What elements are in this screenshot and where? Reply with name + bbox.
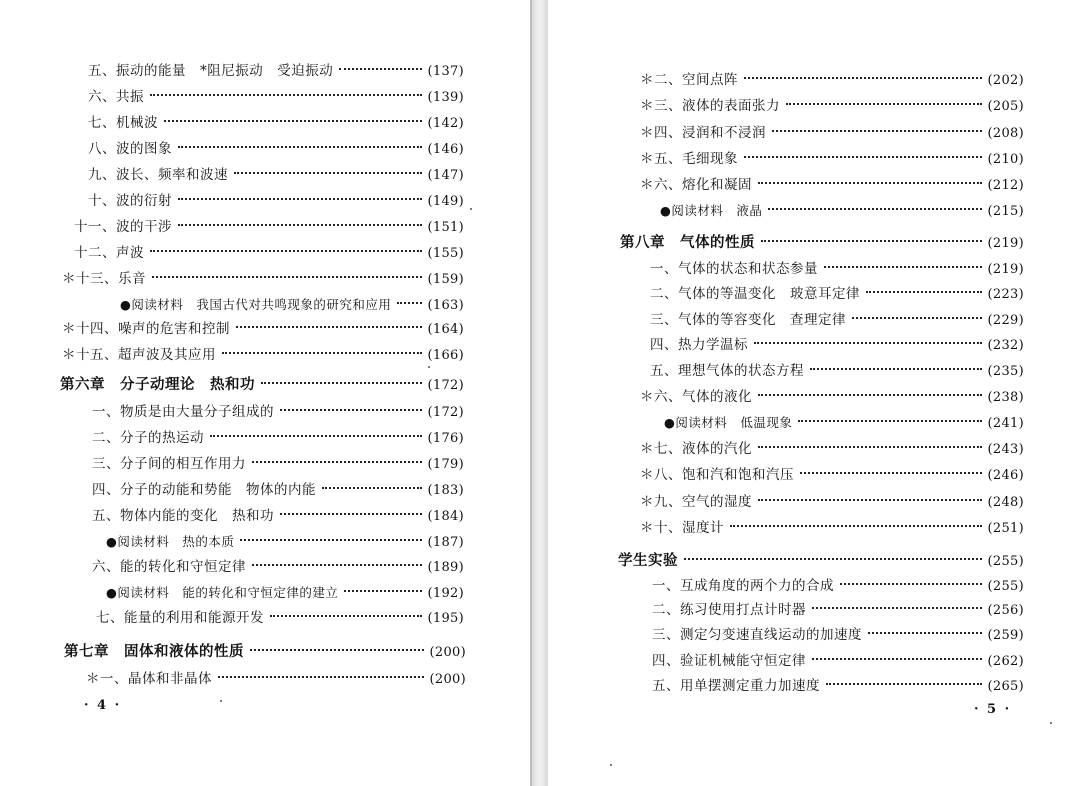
toc-entry[interactable] [88, 163, 464, 187]
toc-entry-label: 四、分子的动能和势能 物体的内能 [92, 482, 316, 498]
leader-dots [840, 583, 982, 585]
toc-entry-page: (208) [987, 126, 1024, 141]
toc-entry-label: ＊十四、噪声的危害和控制 [62, 321, 230, 337]
toc-entry-page: (238) [987, 390, 1024, 405]
toc-entry-label: ●阅读材料 液晶 [660, 203, 763, 218]
leader-dots [852, 317, 982, 319]
toc-entry-page: (192) [427, 586, 464, 601]
leader-dots [397, 302, 421, 304]
toc-entry-label: 七、机械波 [88, 115, 158, 131]
toc-entry-label: 三、分子间的相互作用力 [92, 456, 246, 472]
leader-dots [730, 525, 982, 527]
toc-entry-page: (146) [427, 142, 464, 157]
toc-entry-page: (262) [987, 654, 1024, 669]
toc-chapter-heading[interactable] [64, 640, 466, 664]
toc-entry[interactable] [640, 94, 1024, 118]
toc-entry-label: 五、理想气体的状态方程 [650, 363, 804, 379]
toc-entry-page: (232) [987, 338, 1024, 353]
toc-entry[interactable] [640, 516, 1024, 540]
leader-dots [754, 342, 982, 344]
toc-entry-page: (210) [987, 152, 1024, 167]
toc-entry-label: ＊十三、乐音 [62, 271, 146, 287]
leader-dots [826, 683, 982, 685]
leader-dots [218, 676, 424, 678]
toc-reading-entry[interactable] [120, 293, 464, 317]
toc-entry-page: (184) [427, 509, 464, 524]
toc-entry-page: (142) [427, 116, 464, 131]
toc-entry-label: 六、能的转化和守恒定律 [92, 559, 246, 575]
leader-dots [339, 68, 421, 70]
scan-speck [610, 764, 612, 766]
toc-entry[interactable] [92, 426, 464, 450]
leader-dots [280, 513, 422, 515]
toc-entry-page: (159) [427, 272, 464, 287]
toc-entry[interactable] [92, 504, 464, 528]
leader-dots [250, 649, 424, 651]
toc-entry-page: (219) [987, 236, 1024, 251]
leader-dots [261, 382, 422, 384]
toc-entry-page: (163) [427, 298, 464, 313]
leader-dots [322, 487, 422, 489]
toc-entry-page: (259) [987, 628, 1024, 643]
leader-dots [758, 182, 982, 184]
toc-entry[interactable] [652, 674, 1024, 698]
leader-dots [164, 120, 422, 122]
toc-entry-label: 一、物质是由大量分子组成的 [92, 404, 274, 420]
toc-entry-page: (202) [987, 73, 1024, 88]
leader-dots [344, 590, 421, 592]
toc-entry-page: (172) [427, 405, 464, 420]
toc-entry-label: ●阅读材料 低温现象 [664, 415, 793, 430]
leader-dots [222, 352, 422, 354]
leader-dots [810, 368, 982, 370]
leader-dots [824, 266, 982, 268]
toc-entry-label: ●阅读材料 我国古代对共鸣现象的研究和应用 [120, 297, 392, 312]
toc-entry-label: 一、气体的状态和状态参量 [650, 261, 818, 277]
toc-entry-page: (255) [987, 579, 1024, 594]
scan-speck [470, 208, 472, 210]
toc-entry-label: 五、物体内能的变化 热和功 [92, 508, 274, 524]
toc-entry-page: (195) [427, 611, 464, 626]
leader-dots [761, 240, 982, 242]
toc-entry[interactable] [74, 215, 464, 239]
toc-entry-label: 二、分子的热运动 [92, 430, 204, 446]
toc-entry[interactable] [640, 437, 1024, 461]
toc-entry[interactable] [650, 257, 1024, 281]
toc-entry-page: (265) [987, 679, 1024, 694]
toc-entry-label: 五、用单摆测定重力加速度 [652, 678, 820, 694]
toc-entry-page: (215) [987, 204, 1024, 219]
toc-entry[interactable] [92, 478, 464, 502]
leader-dots [768, 208, 981, 210]
toc-entry-page: (251) [987, 521, 1024, 536]
toc-entry[interactable] [62, 343, 464, 367]
toc-entry[interactable] [650, 359, 1024, 383]
toc-entry-label: 十一、波的干涉 [74, 219, 172, 235]
toc-entry-page: (243) [987, 442, 1024, 457]
leader-dots [798, 420, 981, 422]
leader-dots [178, 224, 422, 226]
toc-entry-label: ＊十、湿度计 [640, 520, 724, 536]
toc-entry[interactable] [652, 598, 1024, 622]
scan-speck [428, 366, 430, 368]
leader-dots [786, 103, 982, 105]
toc-entry-label: ＊六、熔化和凝固 [640, 177, 752, 193]
leader-dots [210, 435, 422, 437]
toc-entry-page: (176) [427, 431, 464, 446]
toc-entry[interactable] [62, 267, 464, 291]
toc-chapter-heading[interactable] [620, 231, 1024, 255]
toc-entry-label: 十二、声波 [74, 245, 144, 261]
leader-dots [178, 146, 422, 148]
leader-dots [150, 250, 422, 252]
toc-entry[interactable] [92, 400, 464, 424]
toc-entry-label: 四、热力学温标 [650, 337, 748, 353]
toc-entry[interactable] [640, 490, 1024, 514]
leader-dots [744, 156, 982, 158]
toc-entry[interactable] [640, 463, 1024, 487]
toc-entry[interactable] [650, 333, 1024, 357]
toc-entry-page: (166) [427, 348, 464, 363]
toc-chapter-label: 第六章 分子动理论 热和功 [60, 377, 255, 393]
toc-entry-label: ＊九、空气的湿度 [640, 494, 752, 510]
toc-entry-page: (229) [987, 313, 1024, 328]
toc-entry-label: ＊一、晶体和非晶体 [86, 671, 212, 687]
toc-entry[interactable] [74, 241, 464, 265]
toc-chapter-heading[interactable] [60, 373, 464, 397]
leader-dots [150, 94, 422, 96]
left-page [0, 0, 530, 786]
toc-entry[interactable] [86, 667, 466, 691]
toc-entry-page: (246) [987, 468, 1024, 483]
toc-entry[interactable] [88, 189, 464, 213]
toc-reading-entry[interactable] [106, 581, 464, 605]
toc-entry-page: (223) [987, 287, 1024, 302]
toc-entry-label: ＊六、气体的液化 [640, 389, 752, 405]
scan-speck [220, 700, 222, 702]
toc-entry-page: (151) [427, 220, 464, 235]
toc-entry[interactable] [652, 574, 1024, 598]
toc-entry-label: 三、测定匀变速直线运动的加速度 [652, 627, 862, 643]
leader-dots [684, 558, 982, 560]
toc-entry[interactable] [92, 452, 464, 476]
toc-entry[interactable] [88, 137, 464, 161]
toc-entry-label: 二、练习使用打点计时器 [652, 602, 806, 618]
toc-entry-label: 八、波的图象 [88, 141, 172, 157]
toc-entry-page: (219) [987, 262, 1024, 277]
toc-entry[interactable] [96, 606, 464, 630]
toc-entry-page: (205) [987, 99, 1024, 114]
toc-entry-label: 十、波的衍射 [88, 193, 172, 209]
leader-dots [252, 461, 422, 463]
toc-entry[interactable] [640, 385, 1024, 409]
toc-entry-label: 五、振动的能量 *阻尼振动 受迫振动 [88, 63, 334, 79]
leader-dots [812, 658, 982, 660]
toc-entry-label: ＊三、液体的表面张力 [640, 98, 780, 114]
toc-entry-page: (137) [427, 64, 464, 79]
toc-entry-page: (155) [427, 246, 464, 261]
toc-entry-page: (200) [429, 645, 466, 660]
toc-entry-label: 九、波长、频率和波速 [88, 167, 228, 183]
leader-dots [236, 326, 422, 328]
toc-entry-page: (212) [987, 178, 1024, 193]
toc-chapter-heading[interactable] [618, 549, 1024, 573]
toc-entry[interactable] [652, 649, 1024, 673]
toc-entry-label: ＊五、毛细现象 [640, 151, 738, 167]
toc-entry[interactable] [92, 555, 464, 579]
toc-entry-page: (200) [429, 672, 466, 687]
toc-entry-label: 二、气体的等温变化 玻意耳定律 [650, 286, 860, 302]
leader-dots [758, 499, 982, 501]
toc-entry[interactable] [88, 59, 464, 83]
toc-entry[interactable] [640, 68, 1024, 92]
toc-entry-label: ＊二、空间点阵 [640, 72, 738, 88]
leader-dots [758, 446, 982, 448]
leader-dots [772, 130, 982, 132]
toc-entry-label: 四、验证机械能守恒定律 [652, 653, 806, 669]
toc-entry-page: (256) [987, 603, 1024, 618]
toc-entry[interactable] [640, 121, 1024, 145]
toc-chapter-label: 学生实验 [618, 553, 678, 569]
toc-entry-page: (187) [427, 535, 464, 550]
leader-dots [270, 615, 422, 617]
toc-entry-page: (149) [427, 194, 464, 209]
toc-entry-page: (164) [427, 322, 464, 337]
gutter-edge [530, 0, 532, 786]
leader-dots [744, 77, 982, 79]
toc-entry[interactable] [652, 623, 1024, 647]
toc-entry-label: 一、互成角度的两个力的合成 [652, 578, 834, 594]
leader-dots [812, 607, 982, 609]
toc-entry-page: (139) [427, 90, 464, 105]
scan-speck [1050, 722, 1052, 724]
leader-dots [234, 172, 422, 174]
toc-entry[interactable] [88, 111, 464, 135]
toc-chapter-label: 第八章 气体的性质 [620, 235, 755, 251]
toc-entry-label: ●阅读材料 能的转化和守恒定律的建立 [106, 585, 339, 600]
toc-reading-entry[interactable] [664, 411, 1024, 435]
leader-dots [866, 291, 982, 293]
leader-dots [152, 276, 422, 278]
toc-reading-entry[interactable] [106, 530, 464, 554]
toc-entry-page: (183) [427, 483, 464, 498]
page-number: · 4 · [84, 698, 122, 713]
leader-dots [240, 539, 421, 541]
toc-entry-page: (241) [987, 416, 1024, 431]
toc-entry-page: (179) [427, 457, 464, 472]
toc-entry-label: 六、共振 [88, 89, 144, 105]
toc-entry[interactable] [640, 173, 1024, 197]
toc-entry[interactable] [88, 85, 464, 109]
toc-entry-label: 三、气体的等容变化 查理定律 [650, 312, 846, 328]
leader-dots [178, 198, 422, 200]
toc-entry-page: (255) [987, 554, 1024, 569]
page-number: · 5 · [974, 702, 1012, 717]
leader-dots [868, 632, 982, 634]
leader-dots [758, 394, 982, 396]
book-gutter [530, 0, 548, 786]
leader-dots [252, 564, 422, 566]
toc-chapter-label: 第七章 固体和液体的性质 [64, 644, 244, 660]
toc-entry[interactable] [650, 308, 1024, 332]
toc-entry-label: ＊四、浸润和不浸润 [640, 125, 766, 141]
toc-reading-entry[interactable] [660, 199, 1024, 223]
toc-entry-label: ＊七、液体的汽化 [640, 441, 752, 457]
leader-dots [800, 472, 982, 474]
toc-entry-page: (172) [427, 378, 464, 393]
toc-entry[interactable] [640, 147, 1024, 171]
toc-entry-label: 七、能量的利用和能源开发 [96, 610, 264, 626]
toc-entry-page: (189) [427, 560, 464, 575]
toc-entry-page: (147) [427, 168, 464, 183]
toc-entry[interactable] [650, 282, 1024, 306]
right-page [548, 0, 1080, 786]
toc-entry-label: ＊十五、超声波及其应用 [62, 347, 216, 363]
toc-entry-label: ●阅读材料 热的本质 [106, 534, 235, 549]
toc-entry-page: (248) [987, 495, 1024, 510]
toc-entry[interactable] [62, 317, 464, 341]
toc-entry-page: (235) [987, 364, 1024, 379]
toc-entry-label: ＊八、饱和汽和饱和汽压 [640, 467, 794, 483]
leader-dots [280, 409, 422, 411]
